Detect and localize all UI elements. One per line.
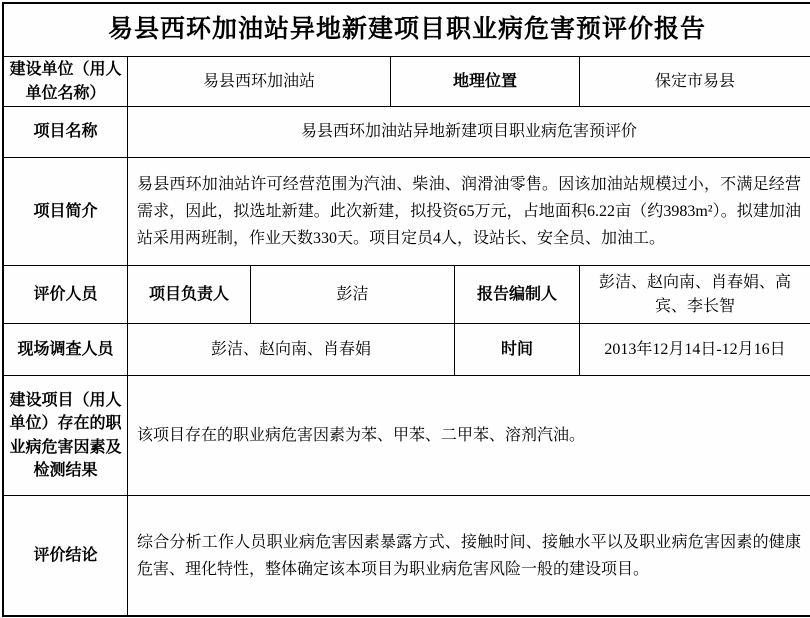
- report-writers-label: 报告编制人: [454, 266, 579, 323]
- survey-time-label: 时间: [454, 324, 579, 375]
- hazard-factors-label: 建设项目（用人单位）存在的职业病危害因素及检测结果: [9, 392, 122, 479]
- row-hazard-factors: [4, 375, 810, 495]
- title-row: [4, 4, 810, 56]
- report-writers-value: 彭洁、赵向南、肖春娟、高宾、李长智: [579, 266, 810, 323]
- site-survey-value: 彭洁、赵向南、肖春娟: [127, 324, 454, 375]
- conclusion-value: 综合分析工作人员职业病危害因素暴露方式、接触时间、接触水平以及职业病危害因素的健康危害、理化特性，整体确定该本项目为职业病危害风险一般的建设项目。: [137, 533, 801, 578]
- row-project-intro: [4, 157, 810, 265]
- survey-time-value: 2013年12月14日-12月16日: [579, 324, 810, 375]
- project-leader-value: 彭洁: [250, 266, 454, 323]
- construction-unit-value: 易县西环加油站: [127, 57, 390, 106]
- report-title: 易县西环加油站异地新建项目职业病危害预评价报告: [107, 15, 706, 43]
- project-leader-label: 项目负责人: [127, 266, 250, 323]
- row-construction-unit: [4, 56, 810, 106]
- project-intro-value: 易县西环加油站许可经营范围为汽油、柴油、润滑油零售。因该加油站规模过小，不满足经营需求，因此，拟选址新建。此次新建，拟投资65万元，占地面积6.22亩（约3983m²）。拟建加油站采用两班制，作业天数330天。项目定员4人，设站长、安全员、加油工。: [137, 176, 801, 247]
- hazard-factors-cell: [127, 376, 810, 495]
- report-table: [2, 2, 810, 617]
- row-project-name: [4, 106, 810, 157]
- site-survey-label: 现场调查人员: [17, 340, 114, 358]
- project-name-value: 易县西环加油站异地新建项目职业病危害预评价: [127, 107, 810, 157]
- geographic-location-value: 保定市易县: [579, 57, 810, 106]
- hazard-factors-value: 该项目存在的职业病危害因素为苯、甲苯、二甲苯、溶剂汽油。: [137, 427, 586, 444]
- project-name-label: 项目名称: [33, 123, 98, 141]
- row-site-survey: [4, 323, 810, 375]
- project-intro-cell: [127, 158, 810, 265]
- row-conclusion: [4, 495, 810, 615]
- geographic-location-label: 地理位置: [390, 57, 579, 106]
- conclusion-label: 评价结论: [33, 546, 98, 564]
- project-intro-label: 项目简介: [33, 202, 98, 220]
- conclusion-cell: [127, 496, 810, 615]
- construction-unit-label: 建设单位（用人单位名称）: [9, 61, 122, 102]
- evaluators-label: 评价人员: [33, 285, 98, 303]
- row-evaluators: [4, 265, 810, 323]
